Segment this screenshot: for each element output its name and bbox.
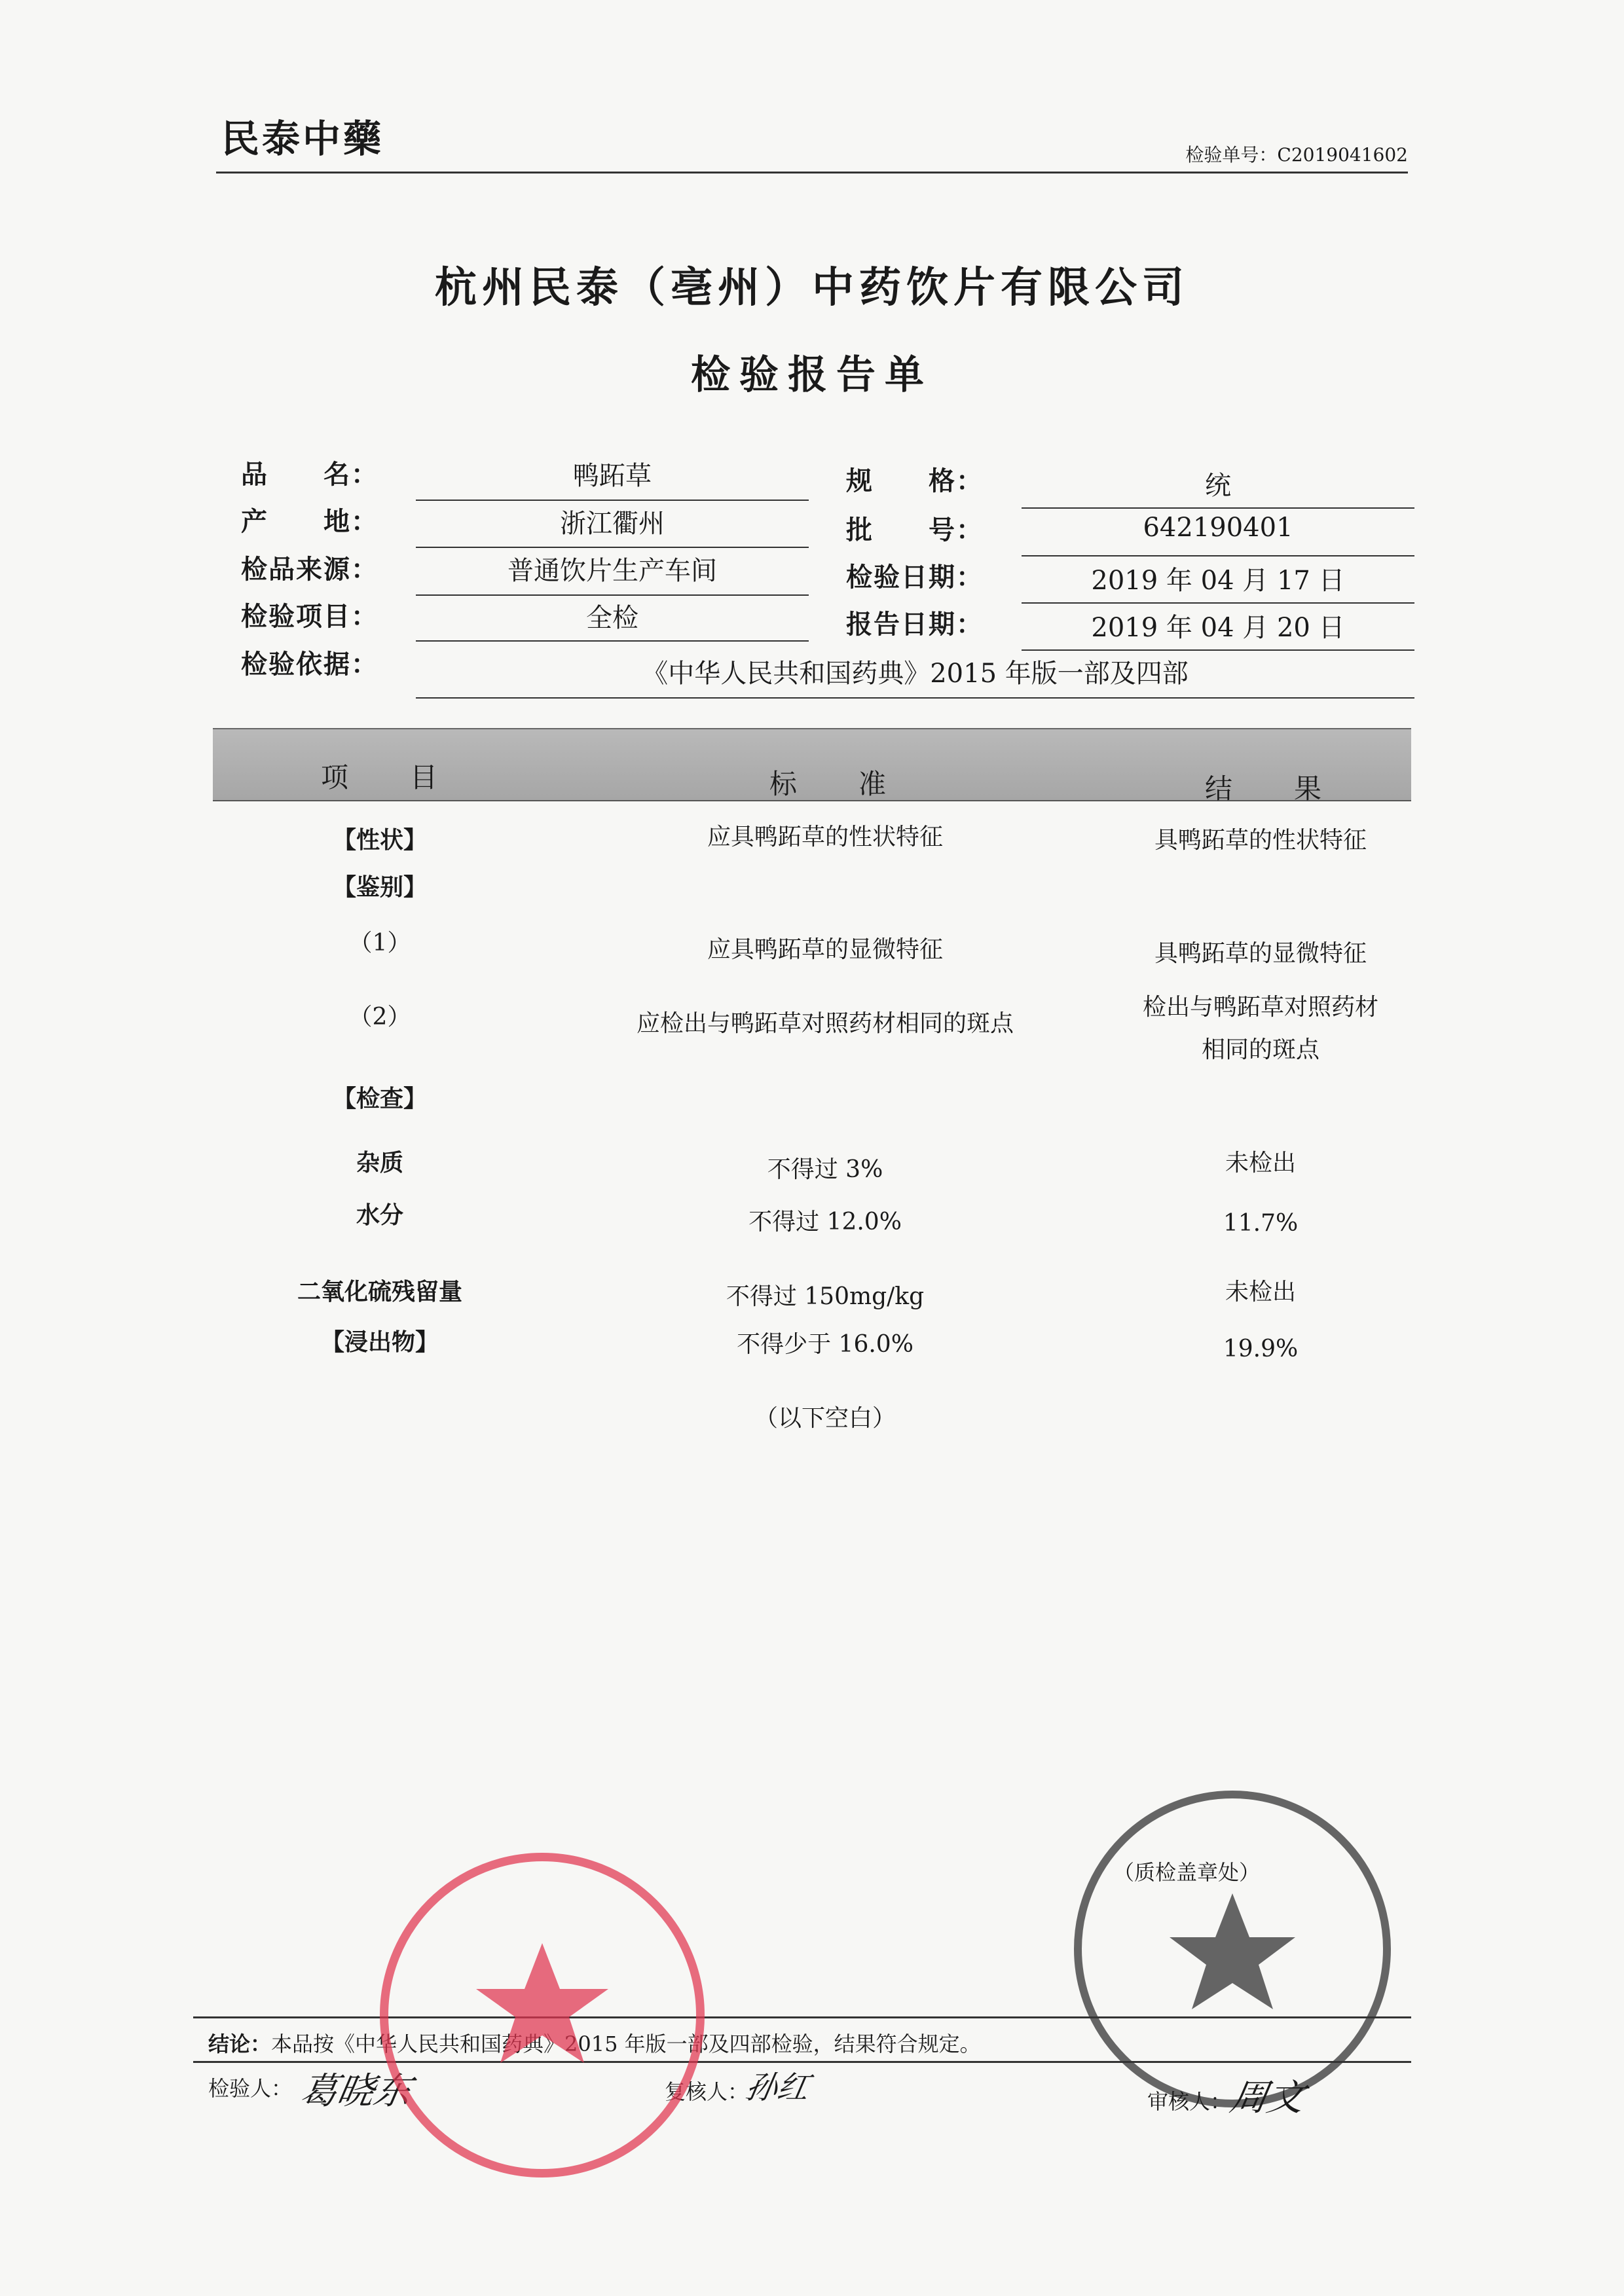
report-date-label: 报告日期：: [846, 609, 984, 640]
col-header-result: 结 果: [1205, 773, 1339, 805]
inspector-label: 检验人：: [208, 2076, 293, 2101]
reviewer-signature: 孙红: [743, 2069, 813, 2106]
document-title: 检验报告单: [691, 352, 933, 398]
row-standard: 应检出与鸭跖草对照药材相同的斑点: [636, 1010, 1014, 1037]
basis-value: 《中华人民共和国药典》2015 年版一部及四部: [642, 659, 1189, 689]
quality-stamp: [380, 1853, 705, 2178]
row-standard: 不得过 150mg/kg: [726, 1283, 925, 1310]
batch-value: 642190401: [1143, 513, 1293, 543]
col-header-item: 项 目: [321, 761, 455, 793]
approver-label: 审核人：: [1147, 2089, 1232, 2114]
approver-signature: 周文: [1227, 2077, 1308, 2119]
batch-label: 批 号：: [846, 515, 984, 545]
row-item: 水分: [356, 1201, 403, 1229]
basis-label: 检验依据：: [241, 649, 378, 680]
row-standard: 不得过 12.0%: [748, 1209, 902, 1235]
spec-underline: [1022, 507, 1414, 509]
row-item: 杂质: [356, 1149, 403, 1176]
footer-rule-top: [193, 2016, 1411, 2018]
end-note: （以下空白）: [754, 1405, 896, 1432]
origin-value: 浙江衢州: [560, 509, 665, 539]
row-item: 【鉴别】: [332, 873, 427, 901]
row-item: （1）: [348, 930, 411, 957]
name-label: 品 名：: [241, 459, 378, 490]
item-label: 检验项目：: [241, 601, 378, 632]
item-underline: [416, 640, 809, 642]
company-logo: 民泰中藥: [221, 117, 384, 161]
company-name: 杭州民泰（亳州）中药饮片有限公司: [435, 263, 1189, 312]
row-result: 19.9%: [1223, 1336, 1299, 1362]
row-standard: 应具鸭跖草的性状特征: [707, 824, 943, 850]
report-number-value: C2019041602: [1277, 144, 1408, 166]
source-label: 检品来源：: [241, 554, 378, 585]
row-result: 具鸭跖草的显微特征: [1154, 940, 1367, 967]
test-date-value: 2019 年 04 月 17 日: [1091, 566, 1345, 596]
name-underline: [416, 500, 809, 501]
spec-label: 规 格：: [846, 465, 984, 496]
row-result: 具鸭跖草的性状特征: [1154, 827, 1367, 854]
row-standard: 不得过 3%: [767, 1156, 883, 1183]
col-header-standard: 标 准: [769, 768, 904, 800]
source-value: 普通饮片生产车间: [507, 556, 717, 586]
basis-underline: [416, 697, 1414, 699]
row-standard: 不得少于 16.0%: [737, 1331, 913, 1358]
source-underline: [416, 594, 809, 596]
reviewer-label: 复核人：: [665, 2079, 749, 2104]
report-number-label: 检验单号：: [1185, 144, 1278, 166]
row-standard: 应具鸭跖草的显微特征: [707, 936, 943, 963]
inspection-stamp: [1074, 1791, 1391, 2107]
row-item: （2）: [348, 1004, 411, 1030]
row-result: 未检出: [1225, 1150, 1296, 1176]
report-date-underline: [1022, 649, 1414, 651]
batch-underline: [1022, 555, 1414, 556]
row-item: 【性状】: [332, 826, 427, 854]
row-result-line2: 相同的斑点: [1201, 1036, 1320, 1063]
origin-label: 产 地：: [241, 506, 378, 537]
name-value: 鸭跖草: [573, 461, 652, 491]
row-item: 【检查】: [332, 1085, 427, 1112]
conclusion-text: 本品按《中华人民共和国药典》2015 年版一部及四部检验，结果符合规定。: [271, 2032, 981, 2056]
conclusion-label: 结论：: [208, 2032, 272, 2056]
item-value: 全检: [586, 603, 638, 633]
stamp-area-note: （质检盖章处）: [1113, 1860, 1261, 1885]
report-number: [1185, 141, 1408, 167]
row-item: 二氧化硫残留量: [297, 1278, 462, 1305]
row-result: 11.7%: [1223, 1210, 1299, 1237]
test-date-label: 检验日期：: [846, 562, 984, 592]
origin-underline: [416, 547, 809, 548]
row-result: 未检出: [1225, 1279, 1296, 1305]
test-date-underline: [1022, 602, 1414, 604]
row-item: 【浸出物】: [320, 1328, 439, 1356]
spec-value: 统: [1205, 471, 1231, 501]
report-date-value: 2019 年 04 月 20 日: [1091, 613, 1345, 643]
inspector-signature: 葛晓东: [297, 2070, 415, 2113]
row-result: 检出与鸭跖草对照药材: [1142, 994, 1378, 1021]
header-rule: [216, 172, 1408, 173]
